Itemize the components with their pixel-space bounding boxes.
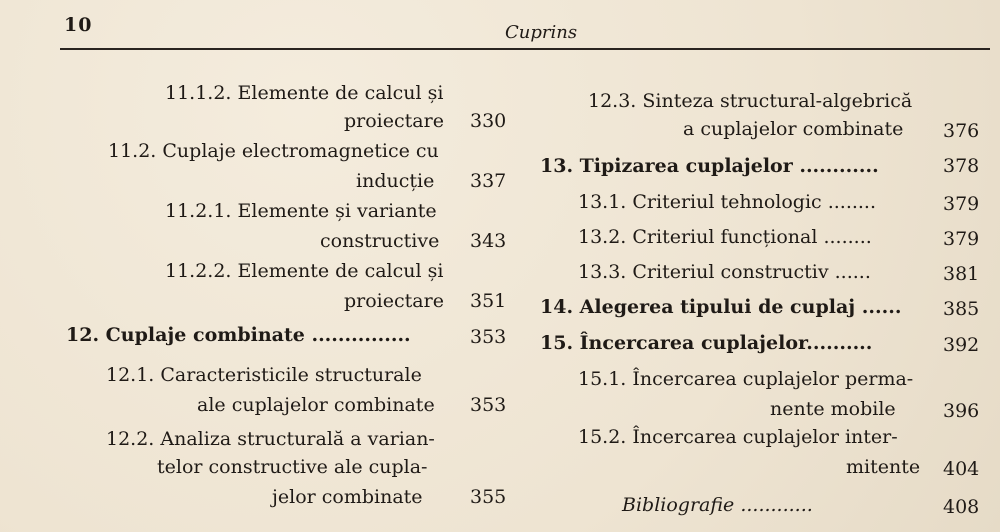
toc-entry-11-2-1: 11.2.1. Elemente și variante xyxy=(165,200,437,222)
toc-page-13-3: 381 xyxy=(943,263,980,285)
toc-page-14: 385 xyxy=(943,298,980,320)
header-rule xyxy=(60,48,990,50)
toc-entry-15: 15. Încercarea cuplajelor.......... xyxy=(540,332,873,354)
toc-entry-15-2-cont: mitente xyxy=(846,456,921,478)
toc-entry-11-1-2: 11.1.2. Elemente de calcul și xyxy=(165,82,444,104)
toc-entry-11-2-cont: inducție xyxy=(356,170,435,192)
toc-entry-15-1: 15.1. Încercarea cuplajelor perma- xyxy=(578,368,914,390)
toc-page-11-2-1: 343 xyxy=(470,230,507,252)
toc-entry-12: 12. Cuplaje combinate ............... xyxy=(66,324,411,346)
toc-entry-12-2-cont: telor constructive ale cupla- xyxy=(157,456,428,478)
toc-page-bibliografie: 408 xyxy=(943,496,980,518)
toc-entry-12-2-cont2: jelor combinate xyxy=(272,486,423,508)
toc-entry-12-1: 12.1. Caracteristicile structurale xyxy=(106,364,422,386)
toc-page-15: 392 xyxy=(943,334,980,356)
toc-entry-12-3: 12.3. Sinteza structural-algebrică xyxy=(588,90,913,112)
toc-page-11-1-2: 330 xyxy=(470,110,507,132)
running-title: Cuprins xyxy=(505,22,578,43)
toc-entry-bibliografie: Bibliografie ............ xyxy=(622,494,813,516)
toc-page-15-2: 404 xyxy=(943,458,980,480)
toc-page-12: 353 xyxy=(470,326,507,348)
toc-entry-13-2: 13.2. Criteriul funcțional ........ xyxy=(578,226,872,248)
toc-entry-11-1-2-cont: proiectare xyxy=(344,110,444,132)
toc-page-13-2: 379 xyxy=(943,228,980,250)
toc-entry-12-1-cont: ale cuplajelor combinate xyxy=(197,394,435,416)
toc-entry-15-2: 15.2. Încercarea cuplajelor inter- xyxy=(578,426,898,448)
toc-entry-15-1-cont: nente mobile xyxy=(770,398,896,420)
toc-page-11-2: 337 xyxy=(470,170,507,192)
toc-entry-13: 13. Tipizarea cuplajelor ............ xyxy=(540,155,879,177)
toc-entry-11-2-2-cont: proiectare xyxy=(344,290,444,312)
toc-entry-11-2: 11.2. Cuplaje electromagnetice cu xyxy=(108,140,439,162)
toc-entry-13-3: 13.3. Criteriul constructiv ...... xyxy=(578,261,871,283)
toc-entry-13-1: 13.1. Criteriul tehnologic ........ xyxy=(578,191,877,213)
toc-entry-11-2-1-cont: constructive xyxy=(320,230,440,252)
toc-page-11-2-2: 351 xyxy=(470,290,507,312)
toc-entry-12-3-cont: a cuplajelor combinate xyxy=(683,118,904,140)
toc-page-13-1: 379 xyxy=(943,193,980,215)
toc-entry-14: 14. Alegerea tipului de cuplaj ...... xyxy=(540,296,902,318)
page-number: 10 xyxy=(64,14,93,36)
toc-page-13: 378 xyxy=(943,155,980,177)
toc-page-12-3: 376 xyxy=(943,120,980,142)
toc-page-12-1: 353 xyxy=(470,394,507,416)
toc-page-12-2: 355 xyxy=(470,486,507,508)
toc-entry-12-2: 12.2. Analiza structurală a varian- xyxy=(106,428,435,450)
toc-page-15-1: 396 xyxy=(943,400,980,422)
toc-entry-11-2-2: 11.2.2. Elemente de calcul și xyxy=(165,260,444,282)
